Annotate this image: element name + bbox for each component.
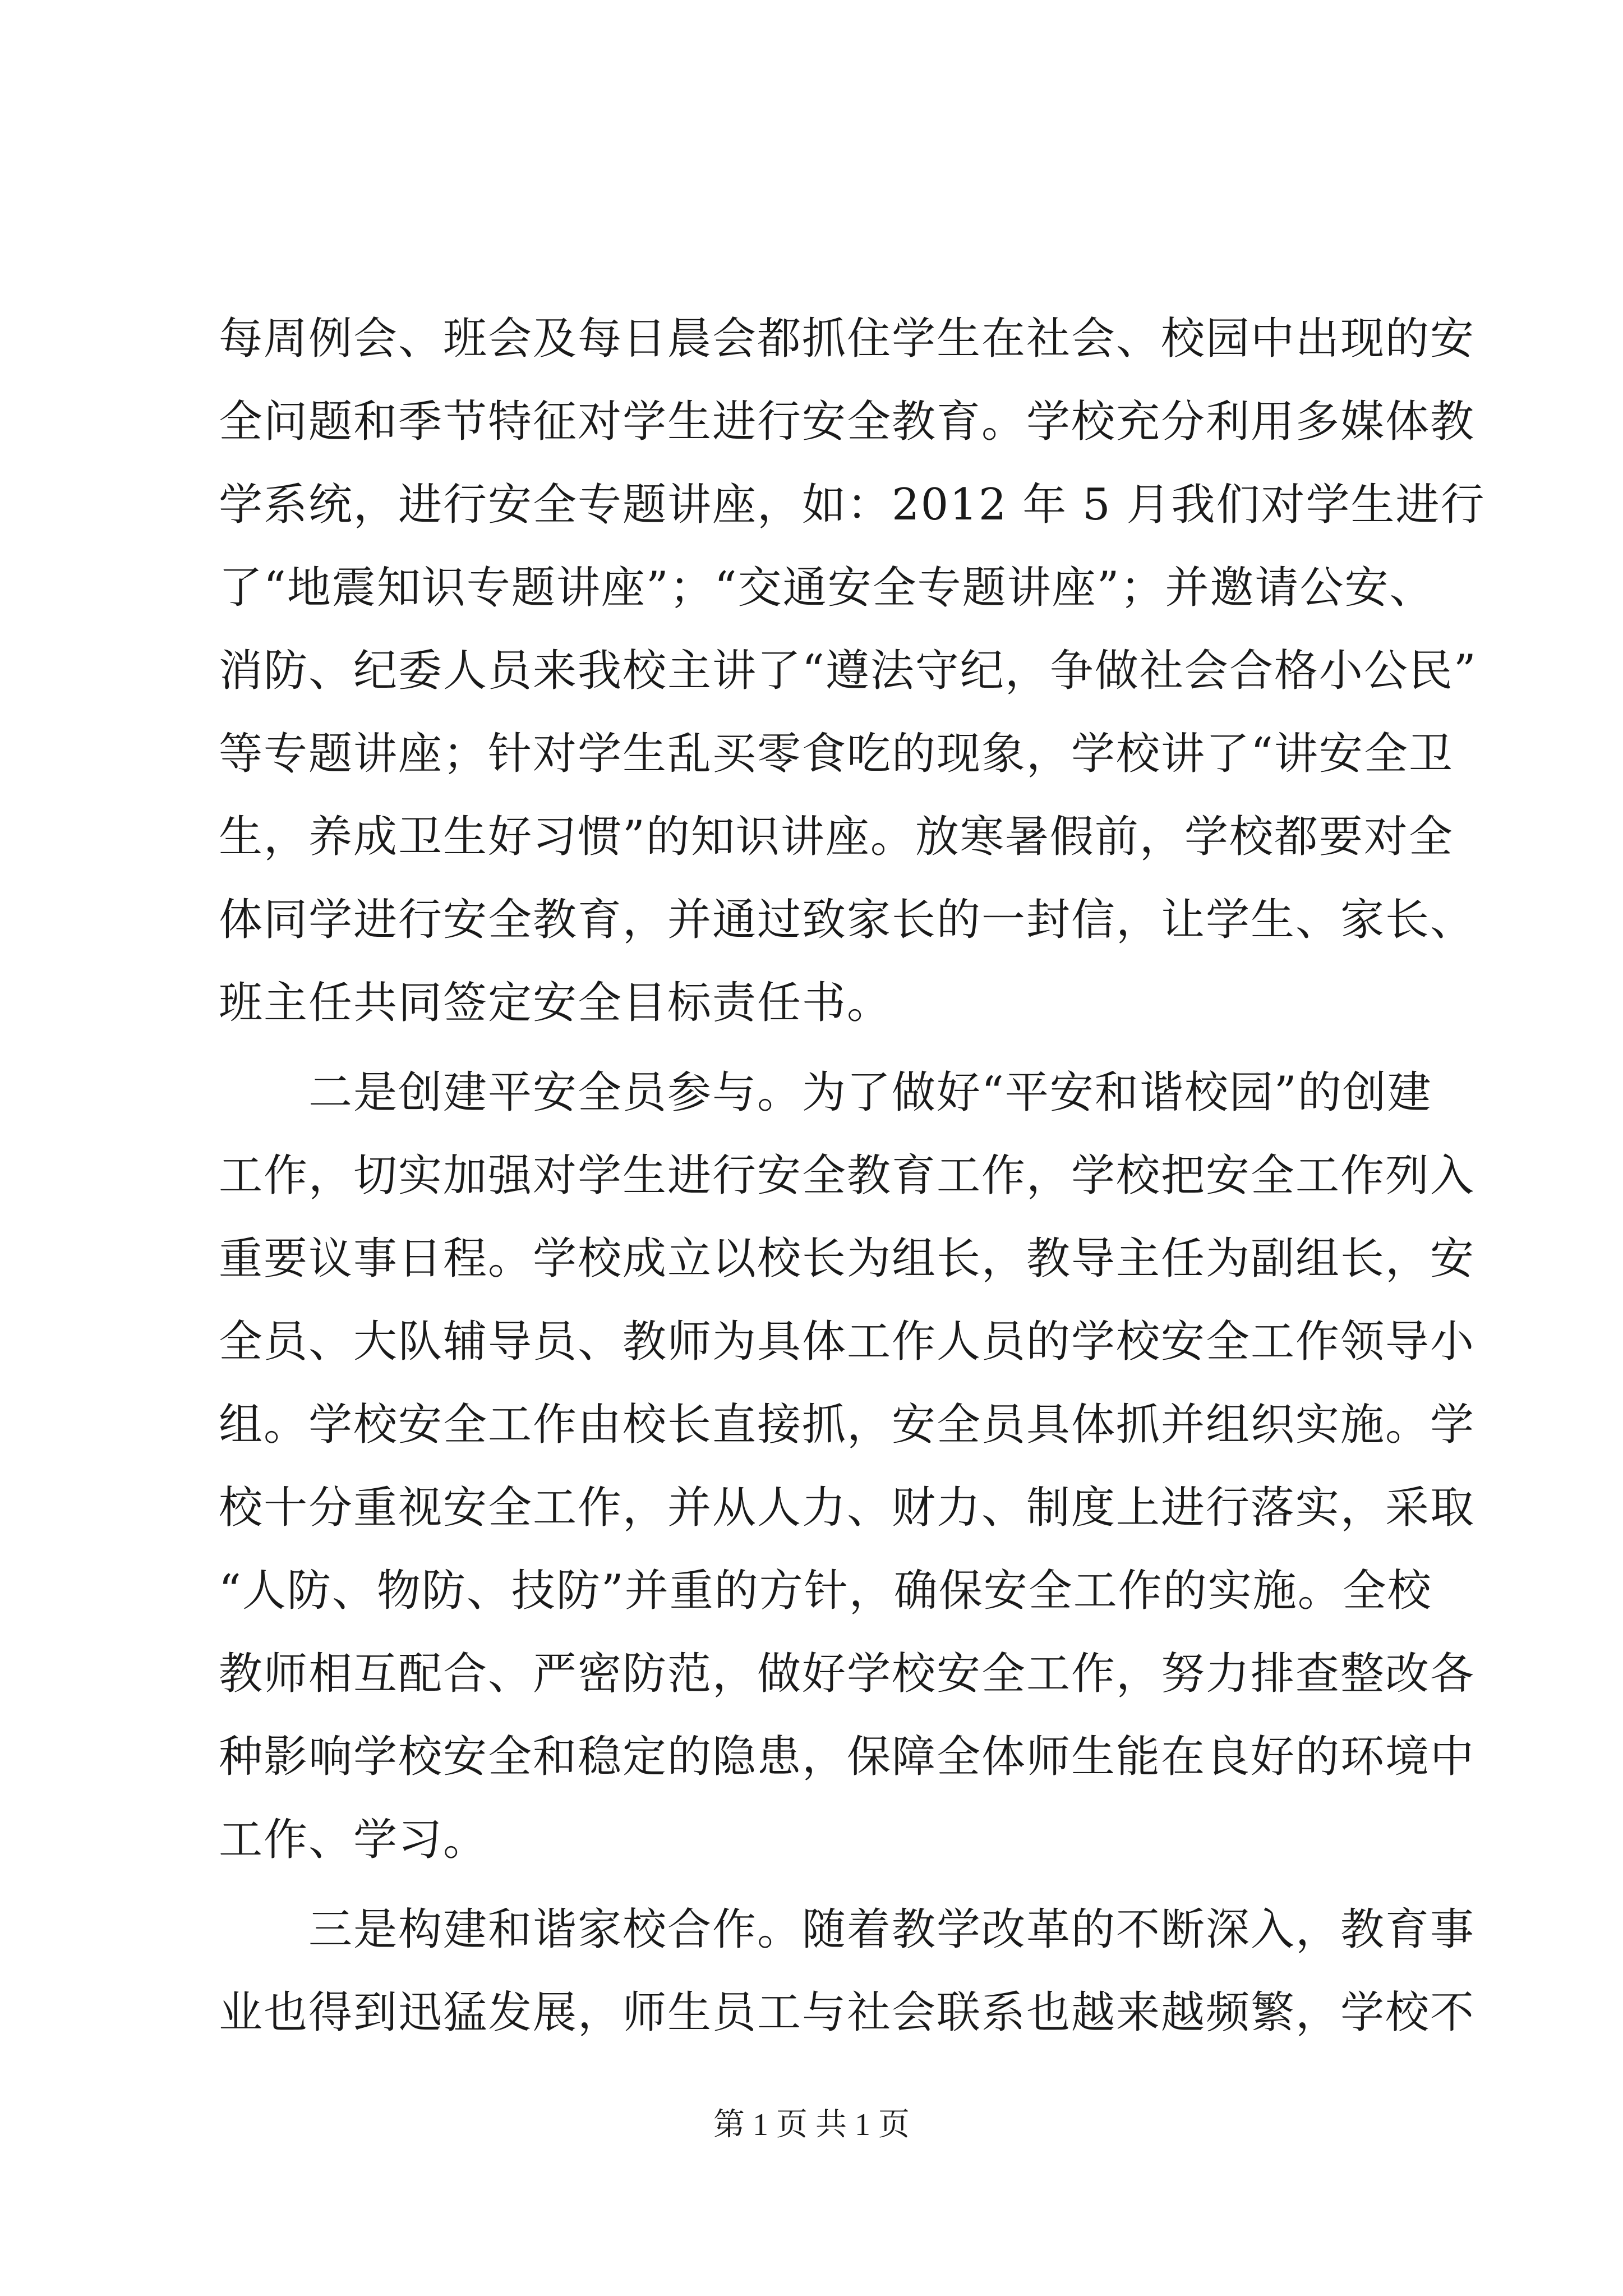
text-line: 全员、大队辅导员、教师为具体工作人员的学校安全工作领导小 <box>219 1317 1476 1367</box>
document-body <box>219 297 1486 2061</box>
text-line: 重要议事日程。学校成立以校长为组长，教导主任为副组长，安 <box>219 1234 1476 1284</box>
text-line: 教师相互配合、严密防范，做好学校安全工作，努力排查整改各 <box>219 1649 1476 1699</box>
text-line: 组。学校安全工作由校长直接抓，安全员具体抓并组织实施。学 <box>219 1400 1476 1450</box>
text-line: 体同学进行安全教育，并通过致家长的一封信，让学生、家长、 <box>219 895 1476 945</box>
page-number-footer: 第 1 页 共 1 页 <box>713 2108 910 2142</box>
text-line: 种影响学校安全和稳定的隐患，保障全体师生能在良好的环境中 <box>219 1732 1476 1782</box>
text-line: 生，养成卫生好习惯”的知识讲座。放寒暑假前，学校都要对全 <box>219 812 1454 862</box>
text-line: 三是构建和谐家校合作。随着教学改革的不断深入，教育事 <box>308 1904 1476 1955</box>
text-line: 业也得到迅猛发展，师生员工与社会联系也越来越频繁，学校不 <box>219 1987 1476 2038</box>
paragraph-2 <box>219 1051 1476 1881</box>
text-line: 二是创建平安全员参与。为了做好“平安和谐校园”的创建 <box>308 1068 1432 1118</box>
text-line: 校十分重视安全工作，并从人力、财力、制度上进行落实，采取 <box>219 1483 1476 1533</box>
text-line: 消防、纪委人员来我校主讲了“遵法守纪，争做社会合格小公民” <box>219 646 1477 696</box>
text-line: 等专题讲座；针对学生乱买零食吃的现象，学校讲了“讲安全卫 <box>219 729 1454 779</box>
text-line: 全问题和季节特征对学生进行安全教育。学校充分利用多媒体教 <box>219 397 1476 447</box>
text-line: “人防、物防、技防”并重的方针，确保安全工作的实施。全校 <box>219 1566 1432 1616</box>
paragraph-1 <box>219 297 1486 1045</box>
text-line: 了“地震知识专题讲座”；“交通安全专题讲座”；并邀请公安、 <box>219 563 1435 613</box>
paragraph-3 <box>219 1888 1476 2054</box>
text-line: 工作、学习。 <box>219 1815 488 1865</box>
text-line: 班主任共同签定安全目标责任书。 <box>219 978 892 1028</box>
text-line: 学系统，进行安全专题讲座，如：2012 年 5 月我们对学生进行 <box>219 480 1486 530</box>
text-line: 每周例会、班会及每日晨会都抓住学生在社会、校园中出现的安 <box>219 314 1476 364</box>
text-line: 工作，切实加强对学生进行安全教育工作，学校把安全工作列入 <box>219 1151 1476 1201</box>
